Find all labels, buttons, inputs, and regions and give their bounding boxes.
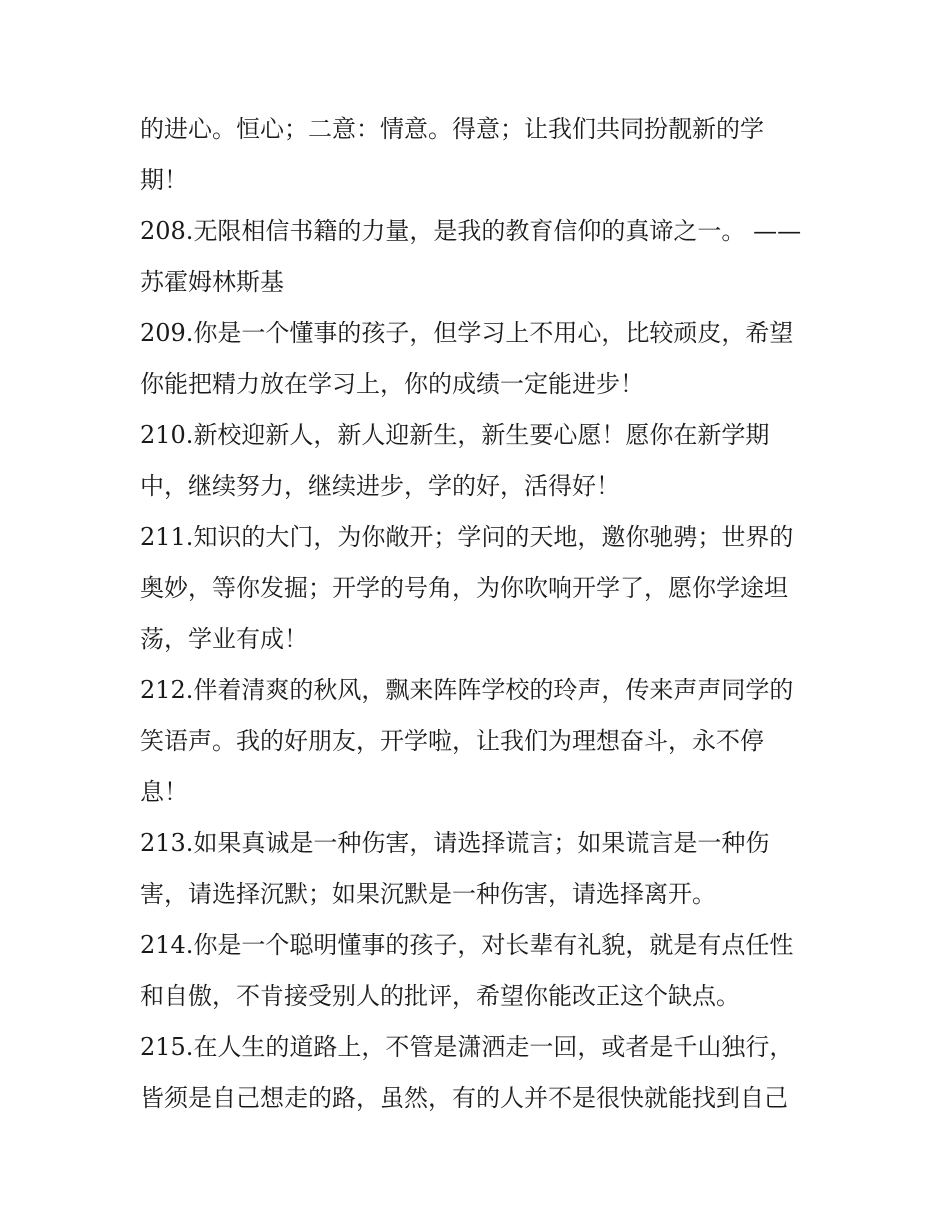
text-line: 害，请选择沉默；如果沉默是一种伤害，请选择离开。 (140, 880, 716, 908)
text-line: 和自傲，不肯接受别人的批评，希望你能改正这个缺点。 (140, 982, 740, 1010)
text-line: 215.在人生的道路上，不管是潇洒走一回，或者是千山独行， (140, 1033, 794, 1061)
text-line: 的进心。恒心；二意：情意。得意；让我们共同扮靓新的学 (140, 115, 764, 143)
text-line: 皆须是自己想走的路，虽然，有的人并不是很快就能找到自己 (140, 1084, 788, 1112)
text-line: 211.知识的大门，为你敞开；学问的天地，邀你驰骋；世界的 (140, 523, 794, 551)
text-line: 208.无限相信书籍的力量，是我的教育信仰的真谛之一。 —— (140, 217, 802, 245)
text-line: 213.如果真诚是一种伤害，请选择谎言；如果谎言是一种伤 (140, 829, 770, 857)
text-line: 214.你是一个聪明懂事的孩子，对长辈有礼貌，就是有点任性 (140, 931, 794, 959)
text-line: 期！ (140, 166, 188, 194)
text-line: 苏霍姆林斯基 (140, 268, 284, 296)
text-line: 209.你是一个懂事的孩子，但学习上不用心，比较顽皮，希望 (140, 319, 794, 347)
text-line: 笑语声。我的好朋友，开学啦，让我们为理想奋斗，永不停 (140, 727, 764, 755)
text-line: 你能把精力放在学习上，你的成绩一定能进步！ (140, 370, 644, 398)
text-line: 210.新校迎新人，新人迎新生，新生要心愿！愿你在新学期 (140, 421, 770, 449)
document-body (140, 104, 820, 1124)
text-line: 荡，学业有成！ (140, 625, 308, 653)
text-line: 奥妙，等你发掘；开学的号角，为你吹响开学了，愿你学途坦 (140, 574, 788, 602)
text-line: 212.伴着清爽的秋风，飘来阵阵学校的玲声，传来声声同学的 (140, 676, 794, 704)
text-line: 息！ (140, 778, 188, 806)
text-line: 中，继续努力，继续进步，学的好，活得好！ (140, 472, 620, 500)
